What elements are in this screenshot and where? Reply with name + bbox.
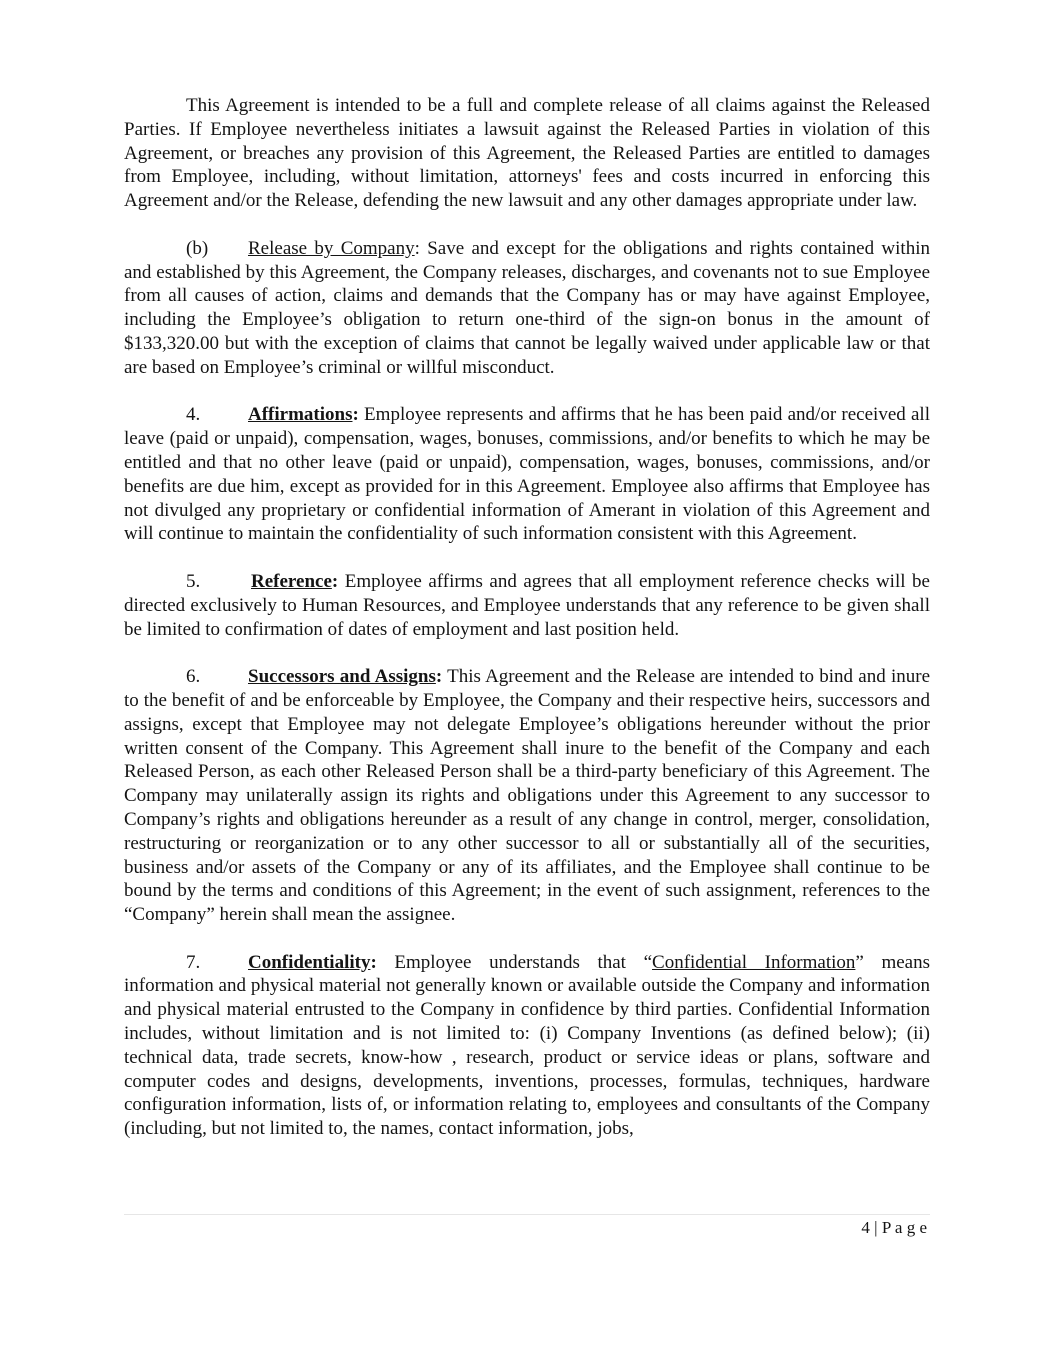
paragraph-text: : Save and except for the obligations and rights contained within and established by this Agreement, the Company releases, discharges, and covenants not to sue Employee from all causes of action, claims and demands that the Company has or may have against Employee, including the Employee’s obligation to return one-third of the sign-on bonus in the amount of $133,320.00 but with the exception of claims that cannot be legally waived under applicable law or that are based on Employee’s criminal or willful misconduct. (124, 237, 930, 378)
document-page (124, 94, 930, 1141)
section-heading: Affirmations (248, 404, 353, 426)
section-number: 7. (186, 951, 201, 973)
footer-divider (124, 1214, 930, 1215)
subsection-heading: Release by Company (248, 237, 415, 259)
paragraph-release-intent (124, 94, 930, 213)
paragraph-text: Employee understands that “ (376, 951, 653, 973)
section-number: 4. (186, 404, 201, 426)
section-successors-and-assigns (124, 665, 930, 927)
section-affirmations (124, 403, 930, 546)
section-heading: Successors and Assigns (248, 666, 436, 688)
defined-term: Confidential Information (652, 951, 856, 973)
section-number: 6. (186, 666, 201, 688)
section-confidentiality (124, 951, 930, 1141)
paragraph-text: Employee represents and affirms that he has been paid and/or received all leave (paid or unpaid), compensation, wages, bonuses, commissions, and/or benefits to which he may be entitled and that no other leave (paid or unpaid), compensation, wages, bonuses, commissions, and/or benefits are due him, except as provided for in this Agreement. Employee also affirms that Employee has not divulged any proprietary or confidential information of Amerant in violation of this Agreement and will continue to maintain the confidentiality of such information consistent with this Agreement. (124, 404, 930, 545)
subsection-label: (b) (186, 237, 209, 259)
section-reference (124, 570, 930, 641)
section-number: 5. (186, 570, 201, 592)
paragraph-text: Employee affirms and agrees that all employment reference checks will be directed exclusively to Human Resources, and Employee understands that any reference to be given shall be limited to confirmation of dates of employment and last position held. (124, 570, 930, 640)
section-colon: : (331, 570, 339, 592)
page-number: 4 | P a g e (861, 1218, 927, 1237)
section-heading: Reference (251, 570, 332, 592)
paragraph-text: ” means information and physical material not generally known or available outside the Company and information and physical material entrusted to the Company in confidence by third parties. Confidential Information includes, without limitation and is not limited to: (i) Company Inventions (as defined below); (ii) technical data, trade secrets, know-how , research, product or service ideas or plans, software and computer codes and designs, developments, inventions, processes, formulas, techniques, hardware configuration information, lists of, or information relating to, employees and consultants of the Company (including, but not limited to, the names, contact information, jobs, (124, 951, 931, 1140)
section-heading: Confidentiality (248, 951, 371, 973)
paragraph-text: This Agreement is intended to be a full and complete release of all claims against the Released Parties. If Employee nevertheless initiates a lawsuit against the Released Parties in violation of this Agreement, or breaches any provision of this Agreement, the Released Parties are entitled to damages from Employee, including, without limitation, attorneys' fees and costs incurred in enforcing this Agreement and/or the Release, defending the new lawsuit and any other damages appropriate under law. (124, 95, 930, 212)
section-colon: : (352, 404, 359, 426)
section-colon: : (370, 951, 377, 973)
paragraph-release-by-company (124, 237, 930, 380)
paragraph-text: This Agreement and the Release are intended to bind and inure to the benefit of and be enforceable by Employee, the Company and their respective heirs, successors and assigns, except that Employee may not delegate Employee’s obligations hereunder without the prior written consent of the Company. This Agreement shall inure to the benefit of the Company and each Released Person, as each other Released Person shall be a third-party beneficiary of this Agreement. The Company may unilaterally assign its rights and obligations under this Agreement to any successor to Company’s rights and obligations hereunder as a result of any change in control, merger, consolidation, restructuring or reorganization or to any other successor to all or substantially all of the securities, business and/or assets of the Company or any of its affiliates, and the Employee shall continue to be bound by the terms and conditions of this Agreement; in the event of such assignment, references to the “Company” herein shall mean the assignee. (124, 666, 930, 926)
section-colon: : (435, 666, 443, 688)
